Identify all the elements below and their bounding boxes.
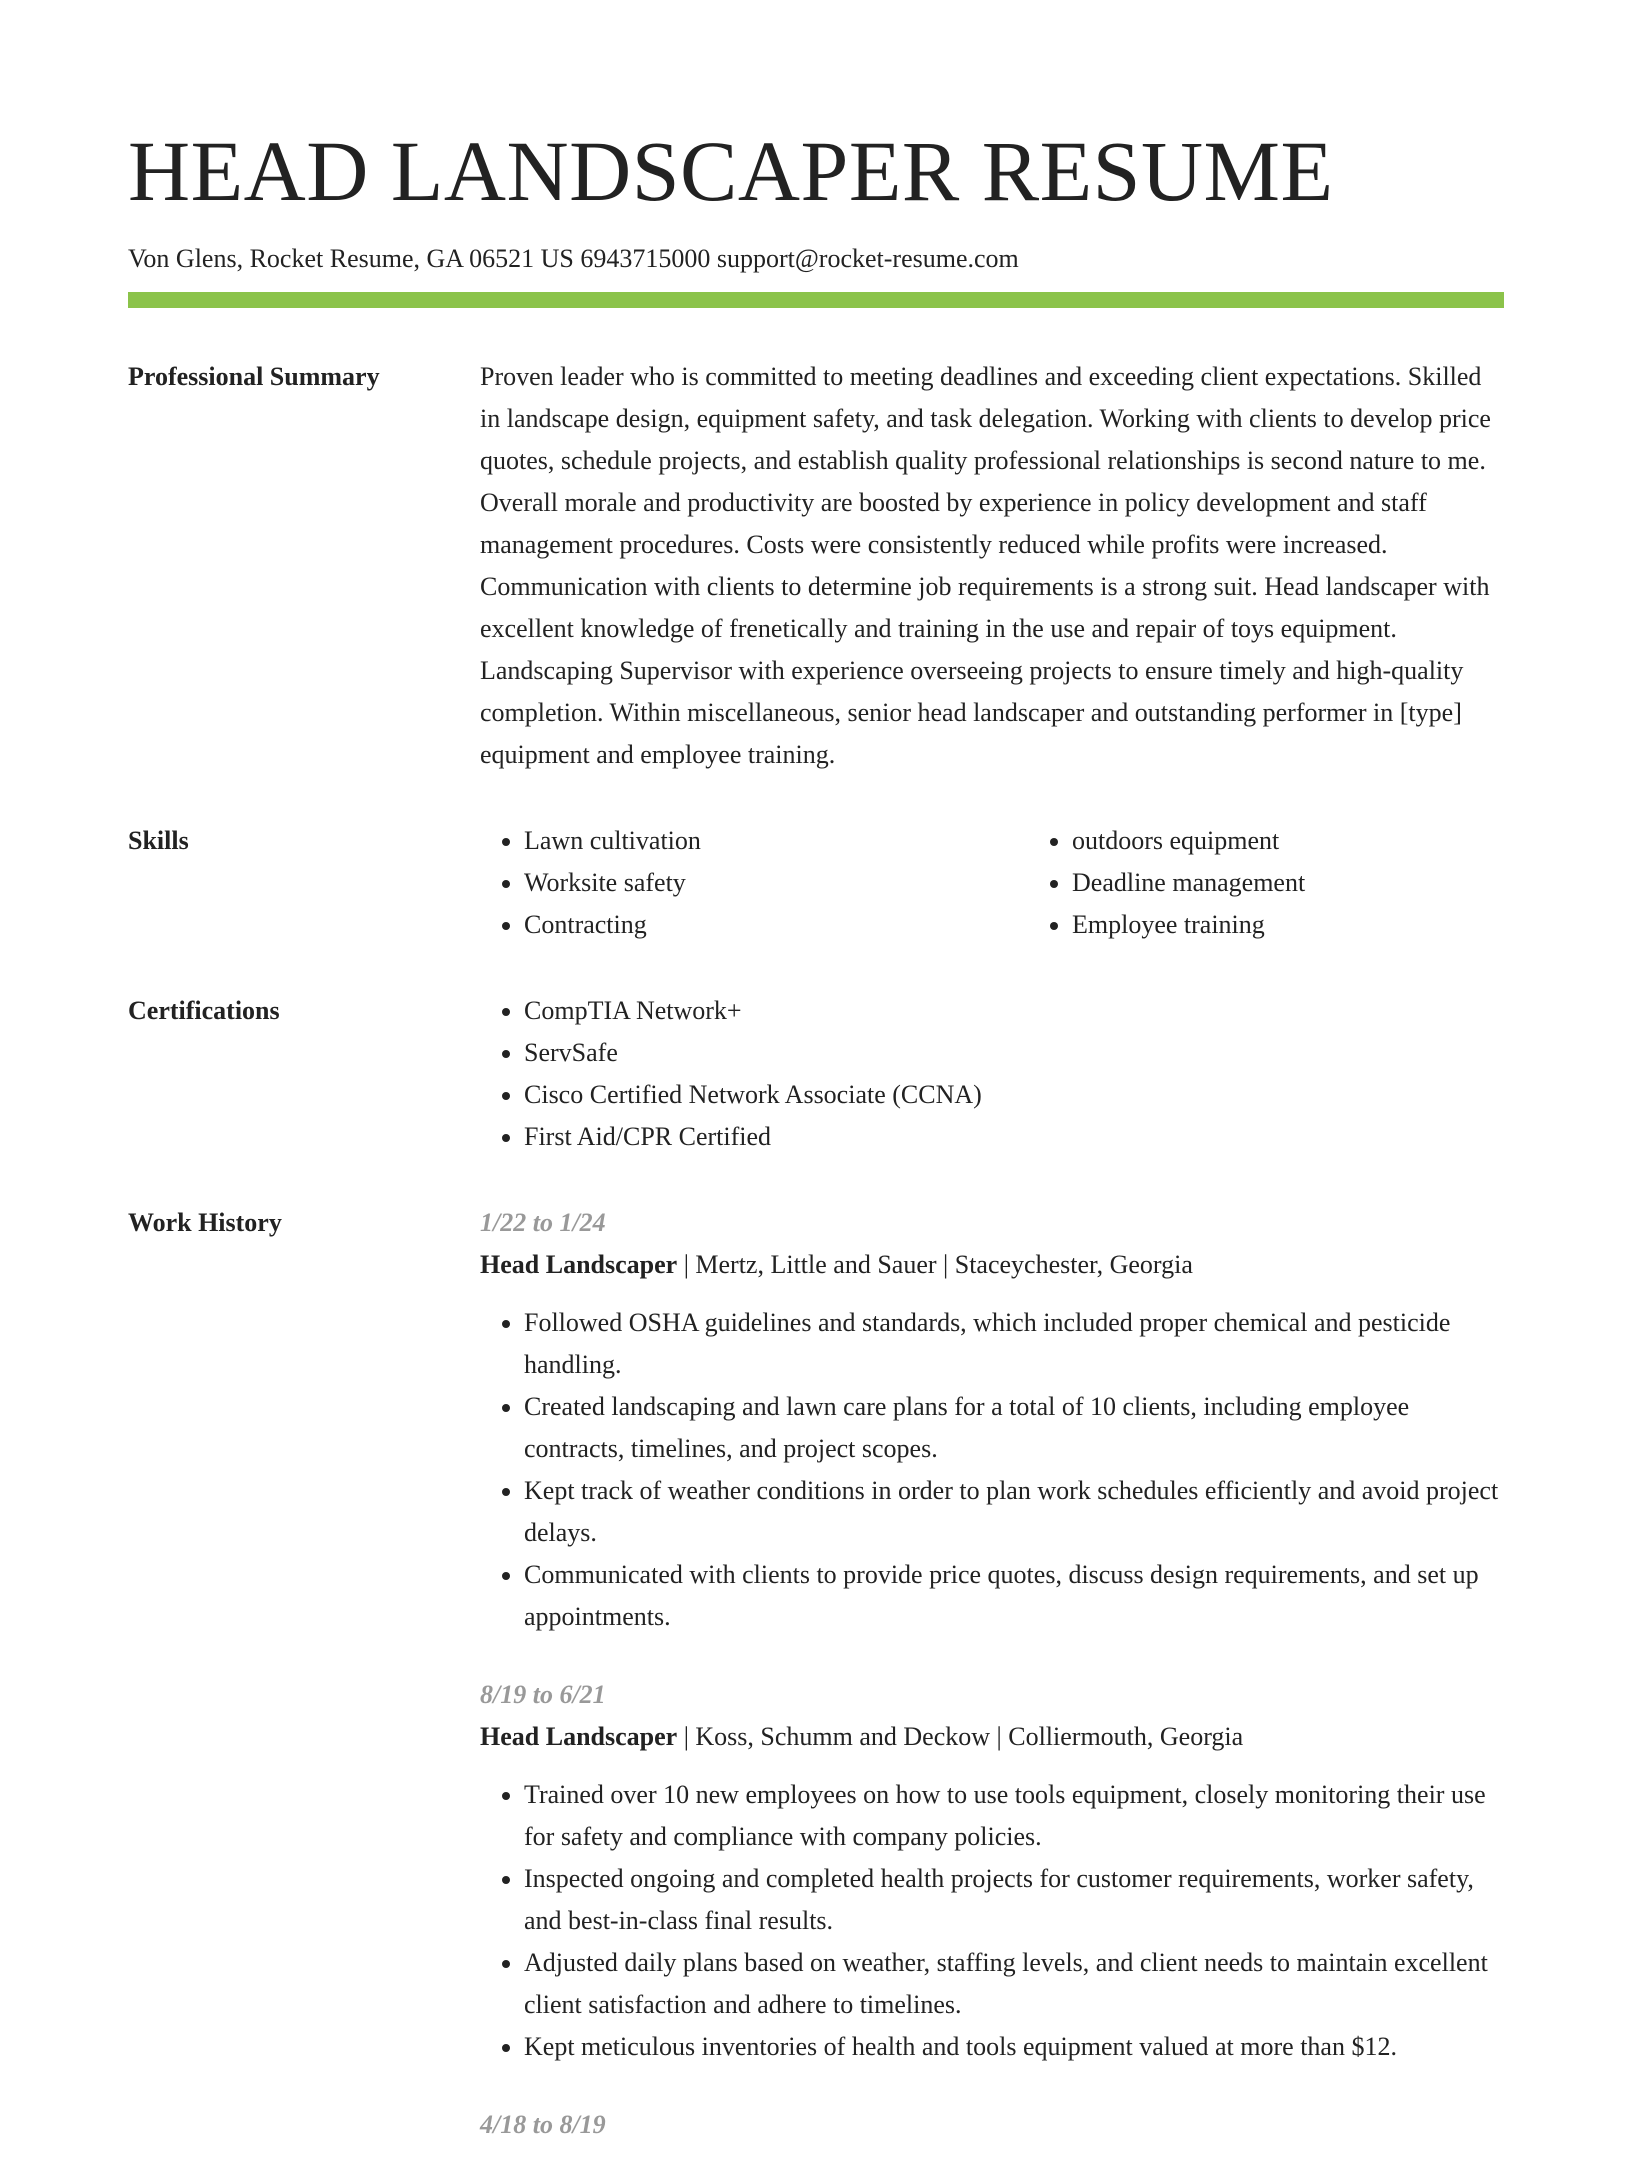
- job-bullets: [480, 1774, 1504, 2068]
- skills-label: Skills: [128, 826, 189, 855]
- job-bullet: • Communicated with clients to provide price quotes, discuss design requirements, and set up appointments.: [524, 1554, 1504, 1638]
- job-entry: [480, 2104, 1504, 2146]
- resume-title: HEAD LANDSCAPER RESUME: [128, 123, 1334, 219]
- resume-page: [128, 0, 1504, 2139]
- certifications-content: [480, 990, 1504, 1158]
- skills-column-1: [480, 820, 1028, 946]
- skill-item: • Employee training: [1072, 904, 1305, 946]
- certifications-list: [480, 990, 1504, 1158]
- skills-section: [128, 820, 1504, 946]
- certifications-section: [128, 990, 1504, 1158]
- job-details: | Mertz, Little and Sauer | Staceychester, Georgia: [677, 1250, 1193, 1279]
- job-details: | Koss, Schumm and Deckow | Colliermouth, Georgia: [677, 1722, 1244, 1751]
- certifications-label: Certifications: [128, 996, 280, 1025]
- summary-text: Proven leader who is committed to meeting deadlines and exceeding client expectations. Skilled in landscape design, equipment safety, and task delegation. Working with clients to develop price quotes, schedule projects, and establish quality professional relationships is second nature to me. Overall morale and productivity are boosted by experience in policy development and staff management procedures. Costs were consistently reduced while profits were increased. Communication with clients to determine job requirements is a strong suit. Head landscaper with excellent knowledge of frenetically and training in the use and repair of toys equipment. Landscaping Supervisor with experience overseeing projects to ensure timely and high-quality completion. Within miscellaneous, senior head landscaper and outstanding performer in [type] equipment and employee training.: [480, 362, 1491, 769]
- job-bullet: • Adjusted daily plans based on weather, staffing levels, and client needs to maintain excellent client satisfaction and adhere to timelines.: [524, 1942, 1504, 2026]
- skill-item: • outdoors equipment: [1072, 820, 1305, 862]
- job-bullets: [480, 1302, 1504, 1638]
- certification-item: • Cisco Certified Network Associate (CCNA): [524, 1074, 1504, 1116]
- job-bullet: • Kept meticulous inventories of health and tools equipment valued at more than $12.: [524, 2026, 1504, 2068]
- work-history-label: Work History: [128, 1208, 282, 1237]
- job-dates: 8/19 to 6/21: [480, 1680, 606, 1709]
- work-history-section: [128, 1202, 1504, 2182]
- skill-item: • Lawn cultivation: [524, 820, 1028, 862]
- skills-list: [480, 820, 1504, 946]
- skills-column-2: [1028, 820, 1305, 946]
- job-heading: [480, 1244, 1504, 1286]
- summary-content: [480, 356, 1504, 776]
- job-bullet: • Trained over 10 new employees on how to use tools equipment, closely monitoring their use for safety and compliance with company policies.: [524, 1774, 1504, 1858]
- job-bullet: • Inspected ongoing and completed health projects for customer requirements, worker safety, and best-in-class final results.: [524, 1858, 1504, 1942]
- job-bullet: • Created landscaping and lawn care plans for a total of 10 clients, including employee contracts, timelines, and project scopes.: [524, 1386, 1504, 1470]
- job-entry: [480, 1202, 1504, 1638]
- certification-item: • First Aid/CPR Certified: [524, 1116, 1504, 1158]
- accent-divider: [128, 292, 1504, 308]
- summary-label: Professional Summary: [128, 362, 380, 391]
- job-heading: [480, 1716, 1504, 1758]
- job-dates: 4/18 to 8/19: [480, 2110, 606, 2139]
- contact-line: Von Glens, Rocket Resume, GA 06521 US 6943715000 support@rocket-resume.com: [128, 244, 1019, 273]
- work-history-content: [480, 1202, 1504, 2182]
- job-title: Head Landscaper: [480, 1250, 678, 1279]
- job-entry: [480, 1674, 1504, 2068]
- skill-item: • Deadline management: [1072, 862, 1305, 904]
- certification-item: • ServSafe: [524, 1032, 1504, 1074]
- skill-item: • Contracting: [524, 904, 1028, 946]
- job-title: Head Landscaper: [480, 1722, 678, 1751]
- certification-item: • CompTIA Network+: [524, 990, 1504, 1032]
- summary-section: [128, 356, 1504, 776]
- skill-item: • Worksite safety: [524, 862, 1028, 904]
- job-bullet: • Followed OSHA guidelines and standards, which included proper chemical and pesticide handling.: [524, 1302, 1504, 1386]
- job-dates: 1/22 to 1/24: [480, 1208, 606, 1237]
- job-bullet: • Kept track of weather conditions in order to plan work schedules efficiently and avoid project delays.: [524, 1470, 1504, 1554]
